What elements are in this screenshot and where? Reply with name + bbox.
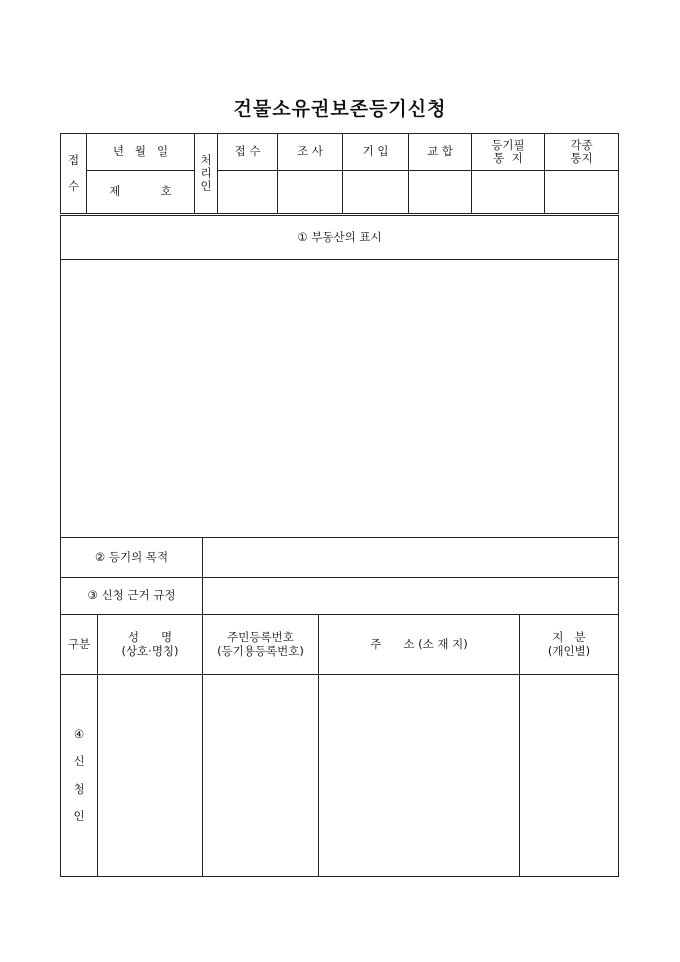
form-title: 건물소유권보존등기신청 xyxy=(233,98,447,120)
col-registration-notice: 등기필 통 지 xyxy=(472,134,545,171)
number-field[interactable]: 제 호 xyxy=(87,171,195,214)
applicant-row-label: ④ 신 청 인 xyxy=(61,675,98,877)
date-field[interactable]: 년 월 일 xyxy=(87,134,195,171)
col-entry: 기 입 xyxy=(343,134,409,171)
property-table xyxy=(60,215,619,615)
header-id-number: 주민등록번호 (등기용등록번호) xyxy=(203,615,319,675)
reception-table xyxy=(60,133,619,214)
applicant-name-field[interactable] xyxy=(98,675,203,877)
col-receipt: 접 수 xyxy=(218,134,278,171)
applicant-share-field[interactable] xyxy=(520,675,619,877)
applicant-table xyxy=(60,614,619,877)
cell-investigation[interactable] xyxy=(278,171,343,214)
col-various-notice: 각종 통지 xyxy=(545,134,619,171)
cell-entry[interactable] xyxy=(343,171,409,214)
header-category: 구분 xyxy=(61,615,98,675)
section-property-label: ① 부동산의 표시 xyxy=(61,216,619,260)
cell-various-notice[interactable] xyxy=(545,171,619,214)
col-investigation: 조 사 xyxy=(278,134,343,171)
header-address: 주 소 (소 재 지) xyxy=(319,615,520,675)
cell-collation[interactable] xyxy=(409,171,472,214)
reception-label: 접 수 xyxy=(61,134,87,214)
header-share: 지 분 (개인별) xyxy=(520,615,619,675)
purpose-field[interactable] xyxy=(203,538,619,578)
cell-registration-notice[interactable] xyxy=(472,171,545,214)
purpose-label: ② 등기의 목적 xyxy=(61,538,203,578)
applicant-address-field[interactable] xyxy=(319,675,520,877)
legal-basis-field[interactable] xyxy=(203,578,619,615)
cell-receipt[interactable] xyxy=(218,171,278,214)
legal-basis-label: ③ 신청 근거 규정 xyxy=(61,578,203,615)
header-name: 성 명 (상호·명칭) xyxy=(98,615,203,675)
col-collation: 교 합 xyxy=(409,134,472,171)
applicant-id-field[interactable] xyxy=(203,675,319,877)
property-description-field[interactable] xyxy=(61,260,619,538)
process-label: 처 리 인 xyxy=(195,134,218,214)
